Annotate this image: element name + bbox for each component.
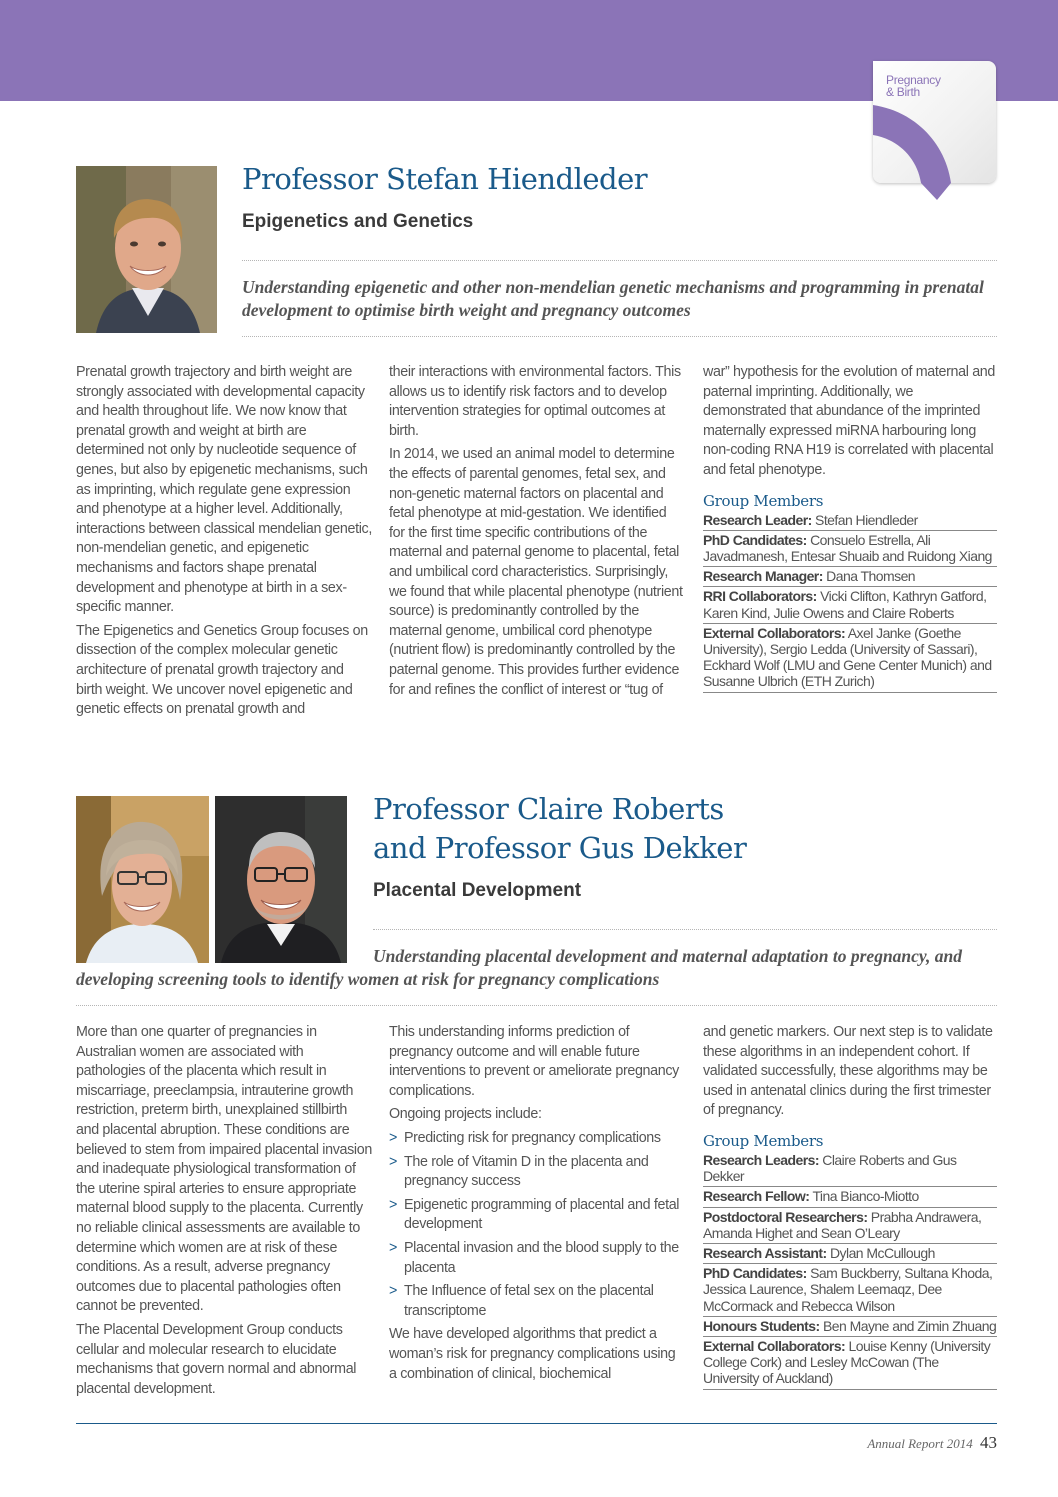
section1-column-3 <box>703 363 997 693</box>
project-item <box>389 1282 685 1321</box>
section1-quote-rule-top <box>242 260 997 261</box>
section2-col2-intro: This understanding informs prediction of pregnancy outcome and will enable future interventions to prevent or ameliorate pregnancy complications. <box>389 1024 679 1099</box>
section2-member-row <box>703 1187 997 1207</box>
member-names: Vicki Clifton, Kathryn Gatford, Karen Kind, Julie Owens and Claire Roberts <box>703 588 987 621</box>
section2-member-row <box>703 1244 997 1264</box>
photo-claire-roberts <box>76 796 209 963</box>
section2-projects-label: Ongoing projects include: <box>389 1106 542 1123</box>
member-role: External Collaborators: <box>703 624 846 641</box>
section1-col1-para1: Prenatal growth trajectory and birth weight are strongly associated with developmental capacity and health throughout life. We now know that prenatal growth and weight at birth are determined not only by nucleotide sequence of genes, but also by epigenetic mechanisms, such as imprinting, which regulate gene expression and phenotype at a higher level. Additionally, interactions between classical mendelian genetic, non-mendelian genetic, and epigenetic mechanisms and factors shape prenatal development and phenotype at birth in a sex-specific manner. <box>76 364 372 616</box>
section2-member-row <box>703 1208 997 1244</box>
project-text: Predicting risk for pregnancy complications <box>404 1129 661 1146</box>
footer-report-title: Annual Report 2014 <box>867 1436 973 1451</box>
section1-member-row <box>703 624 997 693</box>
section1-col2-para1: their interactions with environmental factors. This allows us to identify risk factors and to develop intervention strategies for optimal outcomes at birth. <box>389 364 681 439</box>
member-names: Sam Buckberry, Sultana Khoda, Jessica Laurence, Shalem Leemaqz, Dee McCormack and Rebecca Wilson <box>703 1265 993 1314</box>
section2-name <box>373 790 746 868</box>
section-tab-line2: & Birth <box>886 85 920 99</box>
section1-group-members-title: Group Members <box>703 491 824 510</box>
member-names: Stefan Hiendleder <box>815 511 918 528</box>
member-role: Postdoctoral Researchers: <box>703 1208 868 1225</box>
section2-group: Placental Development <box>373 880 582 901</box>
section1-member-row <box>703 567 997 587</box>
footer <box>867 1433 997 1453</box>
section1-quote: Understanding epigenetic and other non-mendelian genetic mechanisms and programming in prenatal development to optimise birth weight and pregnancy outcomes <box>242 277 984 320</box>
member-names: Dylan McCullough <box>830 1244 935 1261</box>
member-role: Research Leader: <box>703 511 812 528</box>
member-role: Research Manager: <box>703 568 823 585</box>
section2-col2-outro: We have developed algorithms that predict a woman’s risk for pregnancy complications using a combination of clinical, biochemical <box>389 1326 676 1382</box>
member-names: Louise Kenny (University College Cork) and Lesley McCowan (The University of Auckland) <box>703 1338 991 1387</box>
member-role: RRI Collaborators: <box>703 588 817 605</box>
section2-member-row <box>703 1151 997 1187</box>
section1-group: Epigenetics and Genetics <box>242 211 474 232</box>
footer-rule <box>76 1423 997 1424</box>
section2-name-line1: Professor Claire Roberts <box>373 792 724 826</box>
bullet-chevron-icon: > <box>389 1283 397 1300</box>
section2-member-row <box>703 1317 997 1337</box>
member-role: External Collaborators: <box>703 1338 846 1354</box>
project-item <box>389 1196 685 1235</box>
section2-member-row <box>703 1264 997 1317</box>
section1-name: Professor Stefan Hiendleder <box>242 162 648 196</box>
section2-project-list <box>389 1129 685 1321</box>
section-tab <box>873 61 996 183</box>
section-tab-label <box>886 74 941 98</box>
section2-col1-para1: More than one quarter of pregnancies in Australian women are associated with pathologies of the placenta which result in miscarriage, preeclampsia, intrauterine growth restriction, preterm birth, unexplained stillbirth and placental abruption. These conditions are believed to stem from impaired placental invasion and inadequate physiological transformation of the uterine spiral arteries to ensure appropriate maternal blood supply to the placenta. Currently no reliable clinical assessments are available to determine which women are at risk of these conditions. As a result, adverse pregnancy outcomes due to placental pathologies often cannot be prevented. <box>76 1024 372 1315</box>
project-text: Placental invasion and the blood supply to the placenta <box>404 1239 679 1276</box>
project-item <box>389 1239 685 1278</box>
member-names: Prabha Andrawera, Amanda Highet and Sean O’Leary <box>703 1208 982 1241</box>
member-role: PhD Candidates: <box>703 531 807 548</box>
section2-col1-para2: The Placental Development Group conducts cellular and molecular research to elucidate mechanisms that govern normal and abnormal placental development. <box>76 1321 357 1397</box>
member-names: Tina Bianco-Miotto <box>812 1188 919 1205</box>
project-text: Epigenetic programming of placental and fetal development <box>404 1196 680 1233</box>
section1-member-row <box>703 587 997 623</box>
section1-col3-para1: war” hypothesis for the evolution of maternal and paternal imprinting. Additionally, we demonstrated that abundance of the imprinted maternally expressed miRNA harbouring long non-coding RNA H19 is correlated with placental and fetal phenotype. <box>703 364 995 478</box>
section2-quote-rule-bottom <box>76 1005 997 1006</box>
section-tab-line1: Pregnancy <box>886 73 941 87</box>
member-names: Ben Mayne and Zimin Zhuang <box>823 1317 997 1334</box>
member-names: Axel Janke (Goethe University), Sergio Ledda (University of Sassari), Eckhard Wolf (LMU and Gene Center Munich) and Susanne Ulbrich (ETH Zurich) <box>703 624 992 690</box>
section2-quote-rule-top <box>373 929 997 930</box>
section1-column-1 <box>76 363 372 724</box>
project-item <box>389 1153 685 1192</box>
section2-quote: Understanding placental development and maternal adaptation to pregnancy, and developing screening tools to identify women at risk for pregnancy complications <box>76 946 963 989</box>
section2-column-3 <box>703 1023 997 1390</box>
project-text: The role of Vitamin D in the placenta and pregnancy success <box>404 1153 649 1190</box>
section2-group-members-title: Group Members <box>703 1131 824 1150</box>
section2-name-line2: and Professor Gus Dekker <box>373 831 747 865</box>
section1-member-row <box>703 511 997 531</box>
member-role: PhD Candidates: <box>703 1265 807 1282</box>
project-item <box>389 1129 685 1149</box>
member-role: Honours Students: <box>703 1317 820 1334</box>
tab-arc-icon <box>873 105 953 201</box>
member-role: Research Fellow: <box>703 1188 810 1205</box>
member-names: Dana Thomsen <box>826 568 916 585</box>
section1-col2-para2: In 2014, we used an animal model to determine the effects of parental genomes, fetal sex, and non-genetic maternal factors on placental and fetal phenotype at mid-gestation. We identified for the first time specific contributions of the maternal and paternal genome to placental, fetal and umbilical cord characteristics. Surprisingly, we found that while placental phenotype (nutrient source) is predominantly controlled by the maternal genome, umbilical cord phenotype (nutrient flow) is predominantly controlled by the paternal genome. This provides further evidence for and refines the conflict of interest or “tug of <box>389 446 683 698</box>
photo-gus-dekker <box>215 796 347 963</box>
bullet-chevron-icon: > <box>389 1196 397 1213</box>
section2-column-2 <box>389 1023 685 1388</box>
project-text: The Influence of fetal sex on the placental transcriptome <box>404 1283 654 1319</box>
section2-column-1 <box>76 1023 372 1403</box>
bullet-chevron-icon: > <box>389 1239 397 1256</box>
member-names: Consuelo Estrella, Ali Javadmanesh, Entesar Shuaib and Ruidong Xiang <box>703 531 992 564</box>
page-number: 43 <box>980 1433 997 1452</box>
section1-quote-rule-bottom <box>242 336 997 337</box>
bullet-chevron-icon: > <box>389 1129 397 1146</box>
member-role: Research Assistant: <box>703 1244 827 1261</box>
member-role: Research Leaders: <box>703 1151 819 1168</box>
bullet-chevron-icon: > <box>389 1153 397 1170</box>
member-names: Claire Roberts and Gus Dekker <box>703 1151 957 1185</box>
section2-col3-para1: and genetic markers. Our next step is to validate these algorithms in an independent cohort. If validated successfully, these algorithms may be used in antenatal clinics during the first trimester of pregnancy. <box>703 1024 993 1119</box>
section1-col1-para2: The Epigenetics and Genetics Group focuses on dissection of the complex molecular genetic architecture of prenatal growth trajectory and birth weight. We uncover novel epigenetic and genetic effects on prenatal growth and <box>76 622 368 718</box>
section1-member-row <box>703 531 997 567</box>
section1-column-2 <box>389 363 685 704</box>
section2-member-row <box>703 1337 997 1390</box>
photo-stefan-hiendleder <box>76 166 217 333</box>
